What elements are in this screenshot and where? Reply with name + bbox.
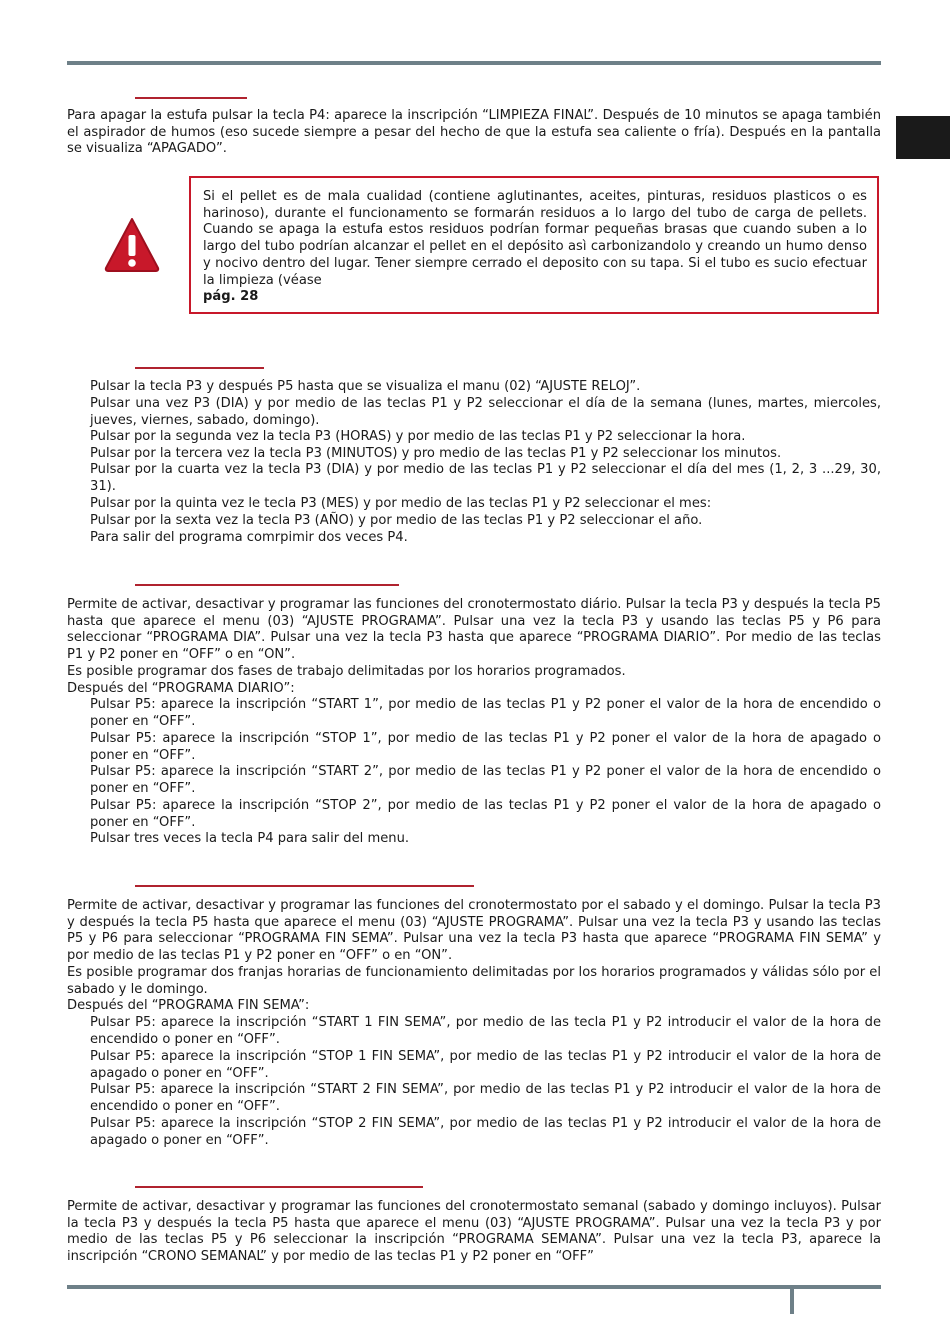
list-item: Pulsar la tecla P3 y después P5 hasta que se visualiza el manu (02) “AJUSTE RELOJ”. xyxy=(90,379,641,394)
diario-paragraph-2: Es posible programar dos fases de trabajo delimitadas por los horarios programados. xyxy=(67,664,626,679)
warning-page-reference: pág. 28 xyxy=(203,289,259,305)
footer-rule xyxy=(67,1285,881,1289)
finsemana-paragraph-3: Después del “PROGRAMA FIN SEMA”: xyxy=(67,998,310,1013)
list-item: Pulsar P5: aparece la inscripción “STOP 2”, por medio de las teclas P1 y P2 poner el valor de la hora de apagado o poner en “OFF”. xyxy=(90,798,881,830)
warning-text xyxy=(203,189,867,306)
section-heading-underline-apagado xyxy=(135,97,247,99)
list-item: Pulsar por la cuarta vez la tecla P3 (DIA) y por medio de las teclas P1 y P2 seleccionar el día del mes (1, 2, 3 ...29, 30, 31). xyxy=(90,462,881,494)
list-item: Pulsar por la segunda vez la tecla P3 (HORAS) y por medio de las teclas P1 y P2 seleccionar la hora. xyxy=(90,429,746,444)
diario-paragraph-1: Permite de activar, desactivar y programar las funciones del cronotermostato diário. Pulsar la tecla P3 y después la tecla P5 hasta que aparece el menu (03) “AJUSTE PROGRAMA”. Pulsar una vez la tecla P3 y usando las teclas P5 y P6 para seleccionar “PROGRAMA DIA”. Pulsar una vez la tecla P3 hasta que aparece “PROGRAMA DIARIO”. Por medio de las teclas P1 y P2 poner en “OFF” o en “ON”. xyxy=(67,597,882,663)
list-item: Pulsar P5: aparece la inscripción “START 1 FIN SEMA”, por medio de las tecla P1 y P2 introducir el valor de la hora de encendido o poner en “OFF”. xyxy=(90,1015,881,1047)
section-tab xyxy=(896,116,950,159)
header-rule xyxy=(67,61,881,65)
list-item: Pulsar P5: aparece la inscripción “STOP 1”, por medio de las teclas P1 y P2 poner el valor de la hora de apagado o poner en “OFF”. xyxy=(90,731,881,763)
list-item: Pulsar P5: aparece la inscripción “STOP 2 FIN SEMA”, por medio de las teclas P1 y P2 introducir el valor de la hora de apagado o poner en “OFF”. xyxy=(90,1116,881,1148)
finsemana-paragraph-1: Permite de activar, desactivar y programar las funciones del cronotermostato por el sabado y el domingo. Pulsar la tecla P3 y después la tecla P5 hasta que aparece el menu (03) “AJUSTE PROGRAMA”. Pulsar una vez la tecla P3 y usando las teclas P5 y P6 para seleccionar “PROGRAMA FIN SEMA”. Pulsar una vez la tecla P3 hasta que aparece “PROGRAMA FIN SEMA” y por medio de las teclas P1 y P2 poner en “OFF” o en “ON”. xyxy=(67,898,881,964)
list-item: Para salir del programa comrpimir dos veces P4. xyxy=(90,530,408,545)
list-item: Pulsar por la quinta vez le tecla P3 (MES) y por medio de las teclas P1 y P2 seleccionar el mes: xyxy=(90,496,712,511)
warning-triangle-icon xyxy=(103,216,161,274)
section-heading-underline-finsemana xyxy=(135,885,474,887)
section-heading-underline-semanal xyxy=(135,1186,423,1188)
section-heading-underline-reloj xyxy=(135,367,264,369)
section-heading-underline-diario xyxy=(135,584,399,586)
finsemana-paragraph-2: Es posible programar dos franjas horarias de funcionamiento delimitadas por los horarios programados y válidas sólo por el sabado y le domingo. xyxy=(67,965,881,997)
list-item: Pulsar por la tercera vez la tecla P3 (MINUTOS) y pro medio de las teclas P1 y P2 seleccionar los minutos. xyxy=(90,446,782,461)
list-item: Pulsar una vez P3 (DIA) y por medio de las teclas P1 y P2 seleccionar el día de la semana (lunes, martes, miercoles, jueves, viernes, sabado, domingo). xyxy=(90,396,881,428)
warning-body: Si el pellet es de mala cualidad (contiene aglutinantes, aceites, pinturas, residuos plasticos o es harinoso), durante el funcionamento se formarán residuos a lo largo del tubo de carga de pellets. Cuando se apaga la estufa estos residuos podrían formar pequeñas brasas que cuando suben a lo largo del tubo podrían alcanzar el pellet en el depósito asì carbonizandolo y creando un humo denso y nocivo dentro del lugar. Tener siempre cerrado el deposito con su tapa. Si el tubo es sucio efectuar la limpieza (véase xyxy=(203,189,867,288)
list-item: Pulsar P5: aparece la inscripción “STOP 1 FIN SEMA”, por medio de las teclas P1 y P2 introducir el valor de la hora de apagado o poner en “OFF”. xyxy=(90,1049,881,1081)
diario-paragraph-3: Después del “PROGRAMA DIARIO”: xyxy=(67,681,295,696)
list-item: Pulsar P5: aparece la inscripción “START 2 FIN SEMA”, por medio de las teclas P1 y P2 introducir el valor de la hora de encendido o poner en “OFF”. xyxy=(90,1082,881,1114)
list-item: Pulsar P5: aparece la inscripción “START 2”, por medio de las teclas P1 y P2 poner el valor de la hora de encendido o poner en “OFF”. xyxy=(90,764,881,796)
list-item: Pulsar P5: aparece la inscripción “START 1”, por medio de las teclas P1 y P2 poner el valor de la hora de encendido o poner en “OFF”. xyxy=(90,697,881,729)
list-item: Pulsar tres veces la tecla P4 para salir del menu. xyxy=(90,831,410,846)
apagado-paragraph: Para apagar la estufa pulsar la tecla P4: aparece la inscripción “LIMPIEZA FINAL”. Después de 10 minutos se apaga también el aspirador de humos (eso sucede siempre a pesar del hecho de que la estufa sea caliente o fría). Después en la pantalla se visualiza “APAGADO”. xyxy=(67,108,881,157)
semanal-paragraph-1: Permite de activar, desactivar y programar las funciones del cronotermostato semanal (sabado y domingo incluyos). Pulsar la tecla P3 y después la tecla P5 hasta que aparece el menu (03) “AJUSTE PROGRAMA”. Pulsar una vez la tecla P3 y por medio de las teclas P5 y P6 seleccionar la inscripción “PROGRAMA SEMANA”. Pulsar una vez la tecla P3, aparece la inscripción “CRONO SEMANAL” y por medio de las teclas P1 y P2 poner en “OFF” xyxy=(67,1199,881,1265)
footer-mark xyxy=(790,1289,794,1314)
list-item: Pulsar por la sexta vez la tecla P3 (AÑO) y por medio de las teclas P1 y P2 seleccionar el año. xyxy=(90,513,703,528)
